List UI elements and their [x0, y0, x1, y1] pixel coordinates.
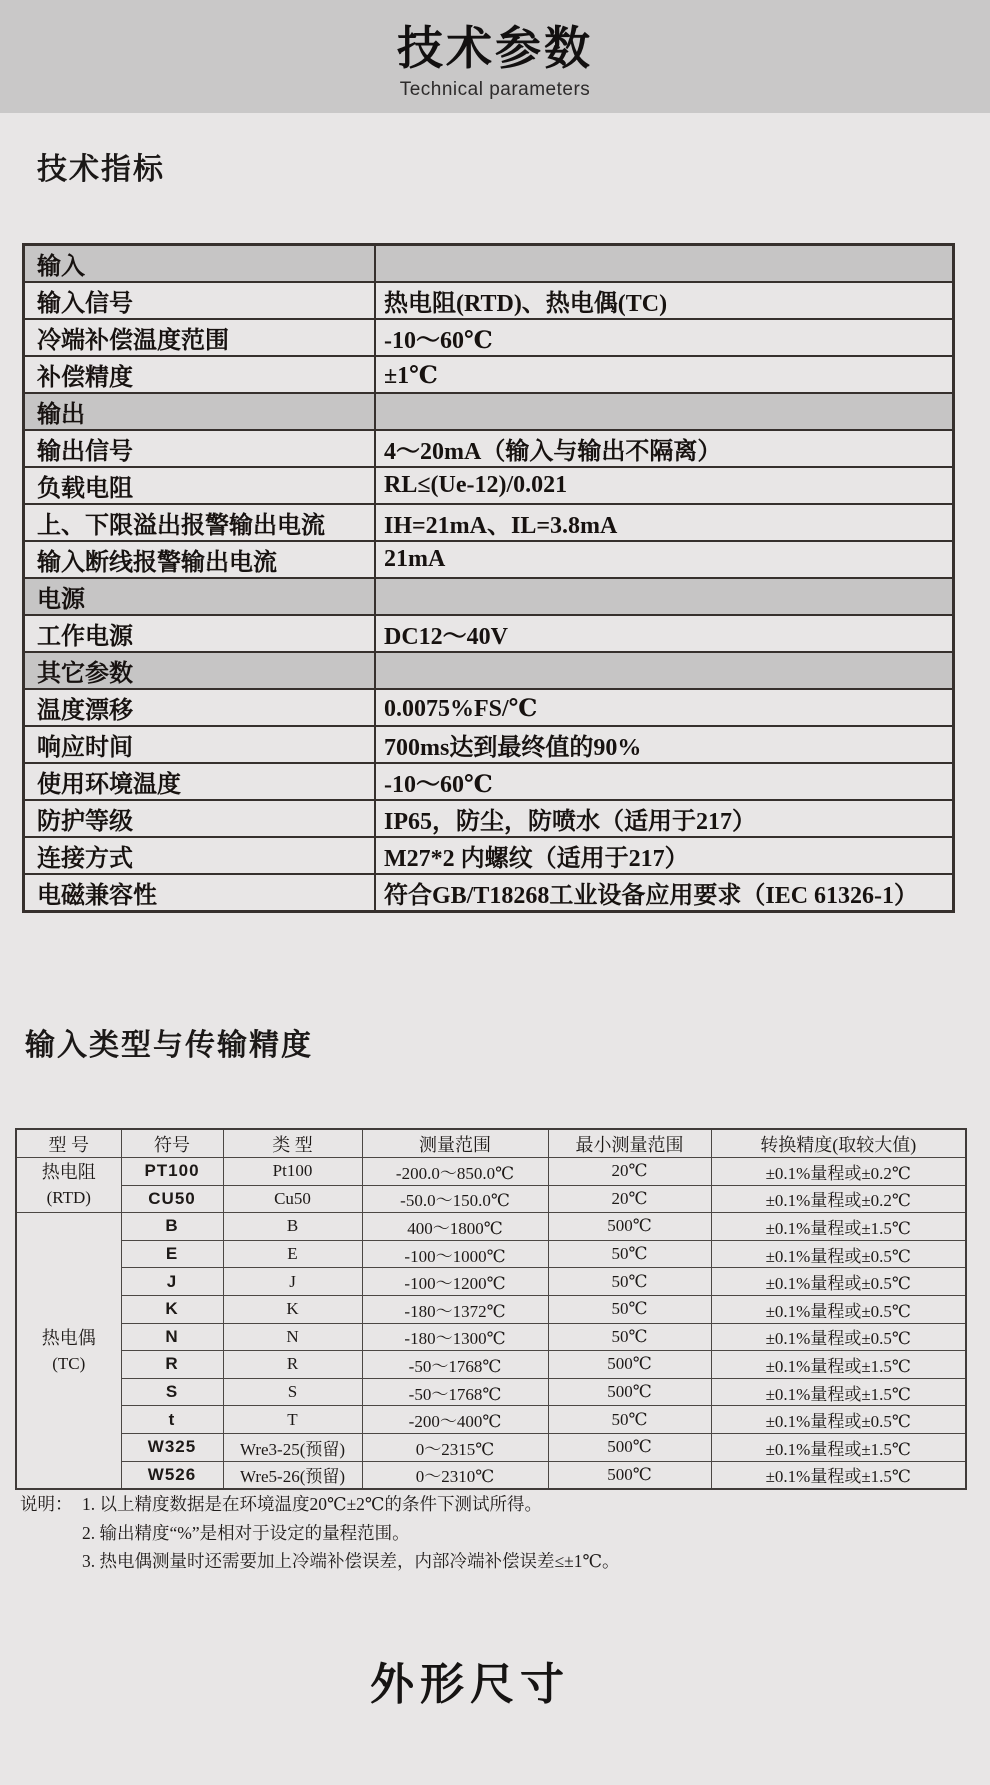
note-line: 2. 输出精度“%”是相对于设定的量程范围。	[82, 1522, 410, 1543]
table-row	[24, 504, 954, 541]
cell-range: -50.0～150.0℃	[362, 1185, 548, 1213]
table-header-row	[16, 1129, 966, 1158]
cell-min-range: 500℃	[548, 1351, 711, 1379]
cell-type: K	[223, 1295, 362, 1323]
spec-label: 输入断线报警输出电流	[24, 541, 376, 578]
cell-range: -180～1372℃	[362, 1295, 548, 1323]
cell-symbol: K	[121, 1295, 223, 1323]
table-section-row	[24, 652, 954, 689]
spec-label: 负载电阻	[24, 467, 376, 504]
spec-section-empty	[375, 245, 954, 283]
table-row	[24, 430, 954, 467]
spec-label: 输出信号	[24, 430, 376, 467]
cell-accuracy: ±0.1%量程或±0.5℃	[711, 1268, 966, 1296]
cell-accuracy: ±0.1%量程或±0.5℃	[711, 1295, 966, 1323]
note-line: 3. 热电偶测量时还需要加上冷端补偿误差，内部冷端补偿误差≤±1℃。	[82, 1551, 620, 1571]
cell-type: R	[223, 1351, 362, 1379]
cell-symbol: W325	[121, 1433, 223, 1461]
spec-label: 防护等级	[24, 800, 376, 837]
cell-type: E	[223, 1240, 362, 1268]
table-row	[24, 689, 954, 726]
cell-accuracy: ±0.1%量程或±0.2℃	[711, 1158, 966, 1186]
spec-value: 符合GB/T18268工业设备应用要求（IEC 61326-1）	[375, 874, 954, 912]
cell-min-range: 20℃	[548, 1185, 711, 1213]
spec-value: 21mA	[375, 541, 954, 578]
cell-min-range: 50℃	[548, 1406, 711, 1434]
spec-value: 热电阻(RTD)、热电偶(TC)	[375, 282, 954, 319]
col-header-min-range: 最小测量范围	[548, 1129, 711, 1158]
spec-value: RL≤(Ue-12)/0.021	[375, 467, 954, 504]
spec-label: 响应时间	[24, 726, 376, 763]
cell-symbol: R	[121, 1351, 223, 1379]
spec-label: 温度漂移	[24, 689, 376, 726]
table-row	[24, 763, 954, 800]
table-row	[16, 1185, 966, 1213]
cell-symbol: PT100	[121, 1158, 223, 1186]
group-label-tc	[16, 1213, 121, 1489]
table-row	[16, 1295, 966, 1323]
spec-section-empty	[375, 393, 954, 430]
cell-symbol: N	[121, 1323, 223, 1351]
cell-accuracy: ±0.1%量程或±1.5℃	[711, 1213, 966, 1241]
input-type-table	[15, 1128, 967, 1490]
table-row	[24, 541, 954, 578]
group-label-rtd	[16, 1158, 121, 1213]
cell-range: -50～1768℃	[362, 1378, 548, 1406]
section-title-input-types: 输入类型与传输精度	[25, 1029, 313, 1062]
cell-symbol: S	[121, 1378, 223, 1406]
table-section-row	[24, 578, 954, 615]
cell-symbol: CU50	[121, 1185, 223, 1213]
cell-symbol: t	[121, 1406, 223, 1434]
note-line: 1. 以上精度数据是在环境温度20℃±2℃的条件下测试所得。	[82, 1494, 543, 1514]
spec-label: 使用环境温度	[24, 763, 376, 800]
cell-accuracy: ±0.1%量程或±0.5℃	[711, 1240, 966, 1268]
cell-min-range: 500℃	[548, 1433, 711, 1461]
cell-symbol: E	[121, 1240, 223, 1268]
table-row	[24, 356, 954, 393]
table-row	[24, 319, 954, 356]
spec-value: 4～20mA（输入与输出不隔离）	[375, 430, 954, 467]
spec-section-empty	[375, 652, 954, 689]
table-row	[24, 467, 954, 504]
table-row	[24, 726, 954, 763]
table-row	[16, 1240, 966, 1268]
cell-type: B	[223, 1213, 362, 1241]
spec-section-label: 其它参数	[24, 652, 376, 689]
spec-label: 上、下限溢出报警输出电流	[24, 504, 376, 541]
cell-type: S	[223, 1378, 362, 1406]
table-row	[16, 1213, 966, 1241]
table-row	[16, 1351, 966, 1379]
spec-label: 电磁兼容性	[24, 874, 376, 912]
col-header-accuracy: 转换精度(取较大值)	[711, 1129, 966, 1158]
cell-min-range: 50℃	[548, 1240, 711, 1268]
cell-accuracy: ±0.1%量程或±1.5℃	[711, 1461, 966, 1489]
spec-value: 700ms达到最终值的90%	[375, 726, 954, 763]
cell-symbol: B	[121, 1213, 223, 1241]
spec-table	[22, 243, 955, 913]
table-row	[24, 874, 954, 912]
cell-accuracy: ±0.1%量程或±1.5℃	[711, 1351, 966, 1379]
cell-type: T	[223, 1406, 362, 1434]
notes-block	[20, 1490, 990, 1576]
table-row	[24, 282, 954, 319]
cell-min-range: 50℃	[548, 1295, 711, 1323]
spec-section-label: 电源	[24, 578, 376, 615]
spec-section-label: 输出	[24, 393, 376, 430]
table-row	[24, 615, 954, 652]
cell-range: -100～1000℃	[362, 1240, 548, 1268]
table-row	[16, 1323, 966, 1351]
cell-min-range: 500℃	[548, 1461, 711, 1489]
spec-value: M27*2 内螺纹（适用于217）	[375, 837, 954, 874]
group-label-line1: 热电偶	[41, 1327, 96, 1348]
cell-range: -180～1300℃	[362, 1323, 548, 1351]
spec-value: -10～60℃	[375, 763, 954, 800]
table-row	[16, 1158, 966, 1186]
cell-accuracy: ±0.1%量程或±1.5℃	[711, 1433, 966, 1461]
spec-value: IP65，防尘，防喷水（适用于217）	[375, 800, 954, 837]
cell-type: Wre5-26(预留)	[223, 1461, 362, 1489]
section-title-tech-specs: 技术指标	[37, 153, 165, 186]
table-row	[16, 1268, 966, 1296]
table-row	[24, 837, 954, 874]
spec-label: 输入信号	[24, 282, 376, 319]
spec-section-empty	[375, 578, 954, 615]
cell-accuracy: ±0.1%量程或±0.5℃	[711, 1323, 966, 1351]
table-row	[24, 800, 954, 837]
cell-range: -50～1768℃	[362, 1351, 548, 1379]
table-section-row	[24, 393, 954, 430]
table-row	[16, 1433, 966, 1461]
cell-type: Wre3-25(预留)	[223, 1433, 362, 1461]
col-header-symbol: 符号	[121, 1129, 223, 1158]
cell-min-range: 50℃	[548, 1323, 711, 1351]
spec-value: DC12～40V	[375, 615, 954, 652]
cell-symbol: J	[121, 1268, 223, 1296]
col-header-type: 类 型	[223, 1129, 362, 1158]
cell-range: 0～2310℃	[362, 1461, 548, 1489]
page-subtitle: Technical parameters	[399, 79, 591, 100]
cell-min-range: 50℃	[548, 1268, 711, 1296]
spec-label: 工作电源	[24, 615, 376, 652]
cell-type: Cu50	[223, 1185, 362, 1213]
col-header-model: 型 号	[16, 1129, 121, 1158]
cell-range: 0～2315℃	[362, 1433, 548, 1461]
col-header-range: 测量范围	[362, 1129, 548, 1158]
spec-section-label: 输入	[24, 245, 376, 283]
spec-value: IH=21mA、IL=3.8mA	[375, 504, 954, 541]
section-title-dimensions: 外形尺寸	[370, 1660, 570, 1709]
cell-type: J	[223, 1268, 362, 1296]
table-row	[16, 1406, 966, 1434]
table-section-row	[24, 245, 954, 283]
cell-accuracy: ±0.1%量程或±0.5℃	[711, 1406, 966, 1434]
spec-value: 0.0075%FS/℃	[375, 689, 954, 726]
spec-value: ±1℃	[375, 356, 954, 393]
page-header-banner	[0, 0, 990, 113]
spec-value: -10～60℃	[375, 319, 954, 356]
table-row	[16, 1378, 966, 1406]
group-label-line1: 热电阻	[41, 1162, 96, 1183]
cell-range: -200.0～850.0℃	[362, 1158, 548, 1186]
cell-type: Pt100	[223, 1158, 362, 1186]
cell-min-range: 500℃	[548, 1213, 711, 1241]
spec-label: 连接方式	[24, 837, 376, 874]
cell-accuracy: ±0.1%量程或±1.5℃	[711, 1378, 966, 1406]
cell-min-range: 20℃	[548, 1158, 711, 1186]
cell-accuracy: ±0.1%量程或±0.2℃	[711, 1185, 966, 1213]
group-label-line2: (RTD)	[46, 1188, 91, 1208]
cell-min-range: 500℃	[548, 1378, 711, 1406]
spec-label: 冷端补偿温度范围	[24, 319, 376, 356]
page-title: 技术参数	[397, 22, 593, 74]
spec-label: 补偿精度	[24, 356, 376, 393]
cell-range: 400～1800℃	[362, 1213, 548, 1241]
table-row	[16, 1461, 966, 1489]
cell-range: -100～1200℃	[362, 1268, 548, 1296]
cell-type: N	[223, 1323, 362, 1351]
notes-prefix: 说明：	[20, 1494, 73, 1514]
cell-symbol: W526	[121, 1461, 223, 1489]
group-label-line2: (TC)	[52, 1353, 86, 1373]
cell-range: -200～400℃	[362, 1406, 548, 1434]
